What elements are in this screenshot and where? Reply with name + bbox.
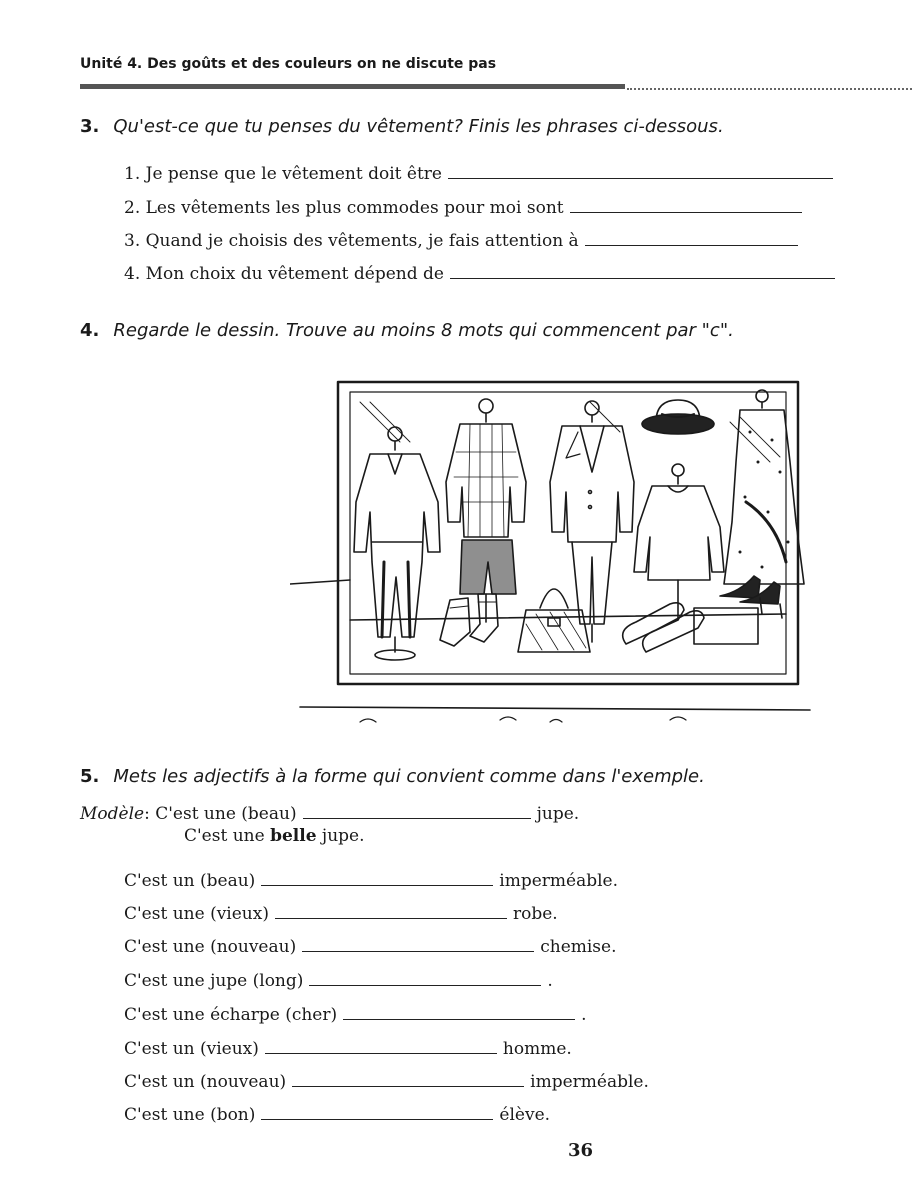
model-answer-suffix: jupe. [321, 826, 365, 846]
ex5-item [124, 937, 617, 957]
ex5-item [124, 1072, 649, 1092]
answer-blank[interactable] [292, 1086, 524, 1087]
ex5-item-prefix: C'est un (vieux) [124, 1039, 259, 1059]
glass-reflections [360, 402, 780, 462]
ex5-item-prefix: C'est une jupe (long) [124, 971, 304, 991]
shelf-line [290, 580, 350, 584]
answer-blank[interactable] [450, 278, 835, 279]
ex5-item-prefix: C'est un (beau) [124, 871, 256, 891]
ex3-item [124, 231, 804, 251]
high-heels [720, 576, 782, 618]
model-answer-prefix: C'est une [184, 826, 265, 846]
ex5-item-suffix: imperméable. [530, 1072, 649, 1092]
ex5-item-prefix: C'est un (nouveau) [124, 1072, 287, 1092]
answer-blank[interactable] [275, 918, 507, 919]
header-dotted-rule [627, 88, 912, 90]
answer-blank[interactable] [302, 951, 534, 952]
ex3-item-text: 4. Mon choix du vêtement dépend de [124, 264, 444, 284]
model-prefix: C'est une (beau) [155, 804, 297, 824]
ex3-item-text: 2. Les vêtements les plus commodes pour moi sont [124, 198, 564, 218]
unit-title: Unité 4. Des goûts et des couleurs on ne discute pas [80, 56, 497, 72]
exercise-instruction: Qu'est-ce que tu penses du vêtement? Finis les phrases ci-dessous. [113, 116, 724, 137]
ex5-item-prefix: C'est une (bon) [124, 1105, 256, 1125]
suit [550, 401, 634, 642]
exercise-4-heading [80, 320, 734, 341]
ex5-item-suffix: imperméable. [499, 871, 619, 891]
ex5-item [124, 971, 553, 991]
ex5-item-suffix: chemise. [540, 937, 617, 957]
ex5-item-suffix: homme. [502, 1039, 572, 1059]
answer-blank[interactable] [343, 1019, 575, 1020]
model-suffix: jupe. [536, 804, 580, 824]
blouse [634, 464, 724, 620]
ex3-item [124, 198, 808, 218]
ex5-item [124, 871, 618, 891]
ex5-item [124, 1005, 587, 1025]
ex5-item-suffix: . [581, 1005, 587, 1025]
answer-blank[interactable] [448, 178, 833, 179]
pebbles [360, 717, 686, 722]
ex3-item-text: 1. Je pense que le vêtement doit être [124, 164, 442, 184]
answer-blank[interactable] [570, 212, 802, 213]
ex3-item-text: 3. Quand je choisis des vêtements, je fais attention à [124, 231, 579, 251]
shoes [623, 603, 758, 652]
ex5-item-suffix: élève. [499, 1105, 551, 1125]
model-answer [184, 826, 365, 846]
ex3-item [124, 164, 839, 184]
tracksuit [354, 427, 440, 660]
exercise-5-heading [80, 766, 705, 787]
ex3-item [124, 264, 841, 284]
polka-dot-dress [724, 390, 804, 584]
checked-shirt-and-shorts [446, 399, 526, 622]
answer-blank[interactable] [261, 885, 493, 886]
ex5-item-prefix: C'est une (vieux) [124, 904, 269, 924]
shop-window-drawing [290, 362, 820, 742]
answer-blank[interactable] [585, 245, 798, 246]
exercise-number: 3. [80, 116, 100, 137]
exercise-3-heading [80, 116, 724, 137]
ex5-item-suffix: robe. [512, 904, 558, 924]
ex5-item-prefix: C'est une (nouveau) [124, 937, 297, 957]
ex5-item [124, 1039, 572, 1059]
exercise-number: 5. [80, 766, 100, 787]
ex5-item [124, 1105, 550, 1125]
ex5-item-prefix: C'est une écharpe (cher) [124, 1005, 338, 1025]
ex5-item [124, 904, 558, 924]
page-number: 36 [568, 1140, 594, 1161]
ex5-item-suffix: . [547, 971, 553, 991]
model-colon: : [144, 804, 150, 824]
model-sentence [80, 804, 579, 824]
answer-blank[interactable] [265, 1053, 497, 1054]
exercise-instruction: Mets les adjectifs à la forme qui convient comme dans l'exemple. [113, 766, 705, 787]
exercise-instruction: Regarde le dessin. Trouve au moins 8 mots qui commencent par "c". [113, 320, 734, 341]
socks [440, 594, 498, 646]
header-rule [80, 84, 625, 89]
answer-blank[interactable] [261, 1119, 493, 1120]
answer-blank[interactable] [309, 985, 541, 986]
model-answer-highlight: belle [270, 826, 317, 846]
answer-blank [303, 818, 531, 819]
model-label: Modèle [80, 804, 145, 824]
hat [642, 400, 714, 434]
ground-line [300, 707, 810, 710]
exercise-number: 4. [80, 320, 100, 341]
